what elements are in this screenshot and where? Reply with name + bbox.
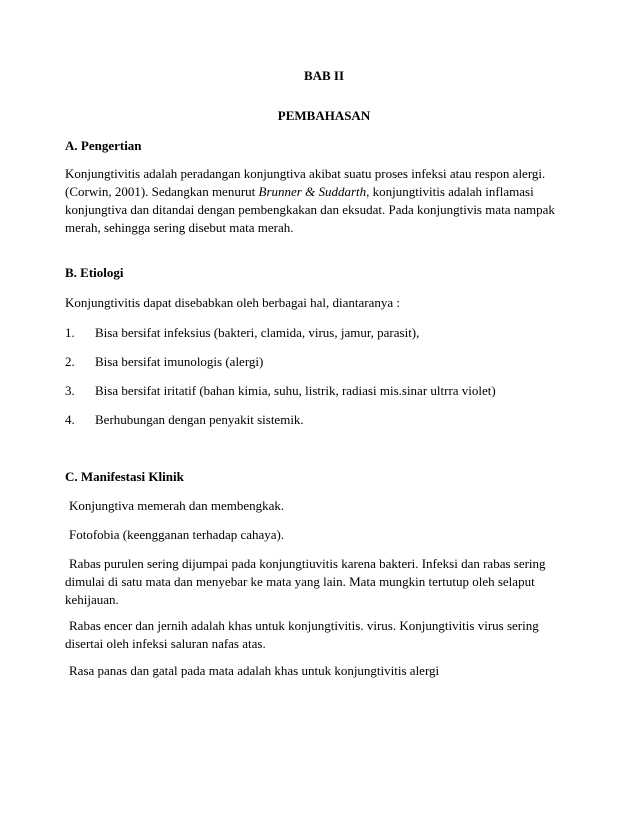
paragraph-line: merah, sehingga sering disebut mata merah.	[65, 220, 294, 235]
paragraph-text: (Corwin, 2001). Sedangkan menurut	[65, 184, 259, 199]
manifestation-line: Rasa panas dan gatal pada mata adalah khas untuk konjungtivitis alergi	[69, 663, 440, 678]
manifestation-line: disertai oleh infeksi saluran nafas atas.	[65, 636, 266, 651]
list-number: 4.	[65, 412, 75, 427]
manifestation-item	[65, 662, 569, 680]
manifestation-line: dimulai di satu mata dan menyebar ke mata yang lain. Mata mungkin tertutup oleh selaput	[65, 574, 535, 589]
section-heading-pengertian: A. Pengertian	[65, 138, 142, 153]
list-text: Bisa bersifat imunologis (alergi)	[95, 354, 264, 369]
manifestation-line: Rabas purulen sering dijumpai pada konjungtiuvitis karena bakteri. Infeksi dan rabas sering	[69, 556, 546, 571]
citation-author: Brunner & Suddarth	[258, 184, 367, 199]
manifestation-line: Fotofobia (keengganan terhadap cahaya).	[69, 527, 285, 542]
chapter-title: PEMBAHASAN	[277, 108, 371, 123]
manifestation-line: Konjungtiva memerah dan membengkak.	[69, 498, 285, 513]
list-item	[65, 411, 304, 429]
list-number: 1.	[65, 325, 75, 340]
list-text: Bisa bersifat iritatif (bahan kimia, suhu, listrik, radiasi mis.sinar ultrra violet)	[95, 383, 496, 398]
manifestation-item	[65, 555, 565, 609]
list-text: Berhubungan dengan penyakit sistemik.	[95, 412, 304, 427]
list-item	[65, 353, 263, 371]
list-item	[65, 382, 496, 400]
list-text: Bisa bersifat infeksius (bakteri, clamida, virus, jamur, parasit),	[95, 325, 420, 340]
section-heading-etiologi: B. Etiologi	[65, 265, 124, 280]
section-heading-manifestasi: C. Manifestasi Klinik	[65, 469, 184, 484]
paragraph-line	[65, 183, 565, 201]
etiologi-intro: Konjungtivitis dapat disebabkan oleh berbagai hal, diantaranya :	[65, 295, 401, 310]
manifestation-line: Rabas encer dan jernih adalah khas untuk konjungtivitis. virus. Konjungtivitis virus sering	[69, 618, 539, 633]
list-item	[65, 324, 419, 342]
chapter-label: BAB II	[303, 68, 345, 83]
manifestation-item	[65, 526, 569, 544]
list-number: 3.	[65, 383, 75, 398]
manifestation-line: kehijauan.	[65, 592, 119, 607]
paragraph-line: Konjungtivitis adalah peradangan konjungtiva akibat suatu proses infeksi atau respon alergi.	[65, 166, 546, 181]
paragraph-text: , konjungtivitis adalah inflamasi	[366, 184, 534, 199]
pengertian-paragraph	[65, 165, 565, 237]
manifestation-item	[65, 617, 565, 653]
manifestation-item	[65, 497, 569, 515]
list-number: 2.	[65, 354, 75, 369]
paragraph-line: konjungtiva dan ditandai dengan pembengkakan dan eksudat. Pada konjungtivis mata nampak	[65, 202, 555, 217]
